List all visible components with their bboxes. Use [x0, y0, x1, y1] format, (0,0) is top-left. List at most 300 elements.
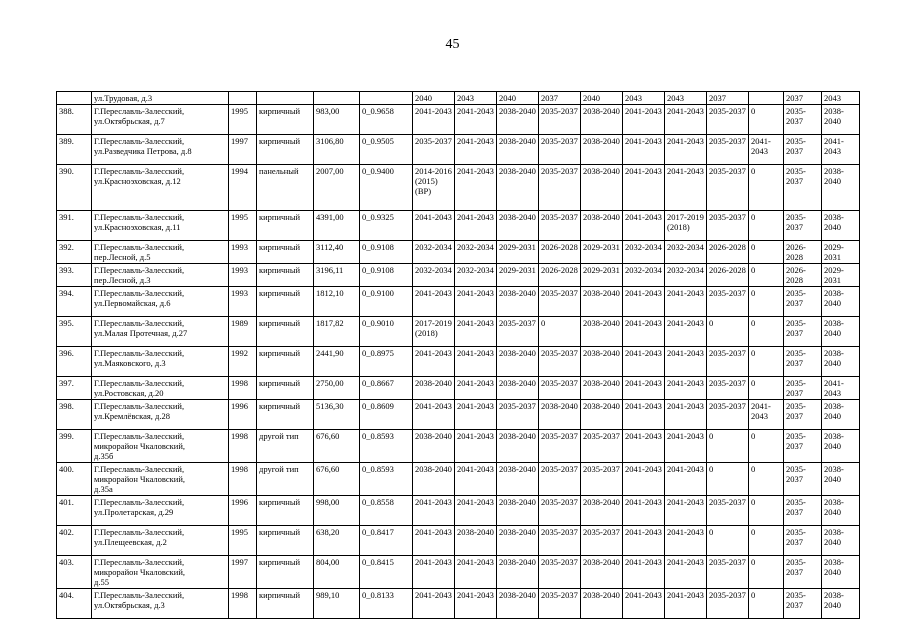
wall-material-cell: кирпичный: [257, 264, 314, 287]
wall-material-cell: [257, 92, 314, 105]
area-cell: 2007,00: [314, 165, 360, 211]
repair-period-cell-c2: 2041-2043: [455, 165, 497, 211]
address-cell: [92, 165, 229, 211]
address-line: ул.Октябрьская, д.3: [94, 600, 165, 610]
repair-period-cell-c3: 2038-2040: [497, 589, 539, 619]
repair-period-cell-c3: 2038-2040: [497, 526, 539, 556]
repair-period-cell-c7: 2041-2043: [665, 377, 707, 400]
repair-period-cell-c11: 2038-2040: [822, 400, 860, 430]
wall-material-cell: кирпичный: [257, 287, 314, 317]
row-number-cell: 401.: [57, 496, 92, 526]
repair-period-cell-c10: 2035-2037: [784, 105, 822, 135]
repair-period-cell-c3: 2035-2037: [497, 400, 539, 430]
address-cell: [92, 430, 229, 463]
repair-period-cell-c8: 0: [707, 317, 749, 347]
repair-period-cell-c4: 2035-2037: [539, 496, 581, 526]
repair-period-cell-c2: 2041-2043: [455, 377, 497, 400]
wall-material-cell: кирпичный: [257, 347, 314, 377]
repair-period-cell-c8: 2035-2037: [707, 165, 749, 211]
repair-period-cell-c6: 2041-2043: [623, 463, 665, 496]
repair-period-cell-c10: 2035-2037: [784, 347, 822, 377]
repair-period-cell-c11: 2038-2040: [822, 526, 860, 556]
address-line: Г.Переславль-Залесский,: [94, 136, 185, 146]
area-cell: 2441,90: [314, 347, 360, 377]
repair-period-cell-c6: 2041-2043: [623, 165, 665, 211]
coefficient-cell: 0_0.9658: [360, 105, 413, 135]
row-number-cell: 395.: [57, 317, 92, 347]
repair-period-cell-c11: 2038-2040: [822, 211, 860, 241]
repair-period-cell-c3: 2038-2040: [497, 165, 539, 211]
repair-period-cell-c1: 2041-2043: [413, 556, 455, 589]
year-cell: 1998: [229, 377, 257, 400]
address-line: ул.Маяковского, д.3: [94, 358, 166, 368]
address-line: ул.Плещеевская, д.2: [94, 537, 167, 547]
address-line: пер.Лесной, д.3: [94, 275, 151, 285]
repair-period-cell-c7: 2041-2043: [665, 496, 707, 526]
table-row: [57, 526, 860, 556]
repair-period-cell-c9: 0: [749, 347, 784, 377]
repair-period-cell-c9: 0: [749, 105, 784, 135]
address-cell: [92, 264, 229, 287]
repair-period-cell-c10: 2035-2037: [784, 287, 822, 317]
address-line: Г.Переславль-Залесский,: [94, 557, 185, 567]
wall-material-cell: кирпичный: [257, 105, 314, 135]
repair-period-cell-c6: 2041-2043: [623, 430, 665, 463]
repair-period-cell-c7: 2041-2043: [665, 526, 707, 556]
repair-period-cell-c6: 2041-2043: [623, 589, 665, 619]
table-row: [57, 165, 860, 211]
year-cell: 1998: [229, 589, 257, 619]
row-number-cell: 404.: [57, 589, 92, 619]
repair-period-cell-c2: 2041-2043: [455, 347, 497, 377]
repair-period-cell-c11: 2038-2040: [822, 430, 860, 463]
repair-period-cell-c9: 0: [749, 211, 784, 241]
repair-period-cell-c10: 2035-2037: [784, 430, 822, 463]
area-cell: 676,60: [314, 463, 360, 496]
area-cell: 989,10: [314, 589, 360, 619]
repair-period-cell-c1: 2041-2043: [413, 526, 455, 556]
address-line: ул.Разведчика Петрова, д.8: [94, 146, 192, 156]
repair-period-cell-c6: 2041-2043: [623, 377, 665, 400]
repair-period-cell-c7: 2043: [665, 92, 707, 105]
year-cell: 1998: [229, 430, 257, 463]
coefficient-cell: 0_0.9100: [360, 287, 413, 317]
address-line: ул.Кремлёвская, д.28: [94, 411, 170, 421]
repair-period-cell-c3: 2038-2040: [497, 556, 539, 589]
address-line: Г.Переславль-Залесский,: [94, 212, 185, 222]
wall-material-cell: кирпичный: [257, 377, 314, 400]
wall-material-cell: кирпичный: [257, 556, 314, 589]
address-line: д.55: [94, 577, 109, 587]
address-line: Г.Переславль-Залесский,: [94, 464, 185, 474]
repair-period-cell-c5: 2029-2031: [581, 264, 623, 287]
repair-period-cell-c1: 2041-2043: [413, 400, 455, 430]
repair-period-cell-c1: 2041-2043: [413, 105, 455, 135]
repair-period-cell-c2: 2041-2043: [455, 589, 497, 619]
year-cell: 1993: [229, 287, 257, 317]
repair-period-cell-c7: 2041-2043: [665, 430, 707, 463]
repair-period-cell-c8: 0: [707, 430, 749, 463]
repair-period-cell-c1: 2040: [413, 92, 455, 105]
repair-period-cell-c10: 2035-2037: [784, 556, 822, 589]
area-cell: 4391,00: [314, 211, 360, 241]
repair-period-cell-c8: 2026-2028: [707, 241, 749, 264]
wall-material-cell: кирпичный: [257, 135, 314, 165]
repair-period-cell-c7: 2041-2043: [665, 135, 707, 165]
wall-material-cell: панельный: [257, 165, 314, 211]
repair-period-cell-c1: 2041-2043: [413, 347, 455, 377]
table-row: [57, 264, 860, 287]
repair-period-cell-c9: 2041-2043: [749, 135, 784, 165]
repair-period-cell-c5: 2038-2040: [581, 211, 623, 241]
table-row: [57, 92, 860, 105]
coefficient-cell: 0_0.8593: [360, 463, 413, 496]
repair-period-cell-c4: 2035-2037: [539, 287, 581, 317]
year-cell: 1995: [229, 526, 257, 556]
repair-period-cell-c3: 2038-2040: [497, 430, 539, 463]
address-cell: [92, 287, 229, 317]
repair-period-cell-c2: 2041-2043: [455, 105, 497, 135]
repair-period-cell-c7: 2041-2043: [665, 287, 707, 317]
coefficient-cell: 0_0.9400: [360, 165, 413, 211]
repair-period-cell-c9: 0: [749, 165, 784, 211]
repair-period-cell-c9: 0: [749, 264, 784, 287]
repair-period-cell-c10: 2035-2037: [784, 211, 822, 241]
repair-period-cell-c6: 2041-2043: [623, 317, 665, 347]
address-line: д.35б: [94, 451, 114, 461]
table-body: [57, 92, 860, 619]
repair-period-cell-c3: 2038-2040: [497, 496, 539, 526]
repair-period-cell-c9: 0: [749, 241, 784, 264]
wall-material-cell: кирпичный: [257, 400, 314, 430]
repair-period-cell-c1: 2017-2019 (2018): [413, 317, 455, 347]
repair-period-cell-c9: 0: [749, 556, 784, 589]
repair-period-cell-c7: 2017-2019 (2018): [665, 211, 707, 241]
housing-repair-table: [56, 91, 860, 619]
address-cell: [92, 211, 229, 241]
area-cell: [314, 92, 360, 105]
year-cell: 1997: [229, 135, 257, 165]
repair-period-cell-c1: 2038-2040: [413, 463, 455, 496]
row-number-cell: 398.: [57, 400, 92, 430]
repair-period-cell-c1: 2041-2043: [413, 589, 455, 619]
table-row: [57, 135, 860, 165]
table-row: [57, 241, 860, 264]
repair-period-cell-c8: 2035-2037: [707, 400, 749, 430]
repair-period-cell-c1: 2014-2016 (2015) (ВР): [413, 165, 455, 211]
repair-period-cell-c11: 2038-2040: [822, 556, 860, 589]
row-number-cell: 400.: [57, 463, 92, 496]
repair-period-cell-c5: 2038-2040: [581, 135, 623, 165]
address-line: ул.Ростовская, д.20: [94, 388, 164, 398]
repair-period-cell-c10: 2035-2037: [784, 317, 822, 347]
address-line: Г.Переславль-Залесский,: [94, 590, 185, 600]
wall-material-cell: кирпичный: [257, 589, 314, 619]
row-number-cell: 392.: [57, 241, 92, 264]
repair-period-cell-c7: 2032-2034: [665, 241, 707, 264]
area-cell: 1817,82: [314, 317, 360, 347]
repair-period-cell-c4: 2035-2037: [539, 463, 581, 496]
repair-period-cell-c2: 2041-2043: [455, 400, 497, 430]
address-cell: [92, 400, 229, 430]
repair-period-cell-c4: 2035-2037: [539, 377, 581, 400]
repair-period-cell-c5: 2038-2040: [581, 589, 623, 619]
repair-period-cell-c10: 2035-2037: [784, 400, 822, 430]
area-cell: 804,00: [314, 556, 360, 589]
row-number-cell: 388.: [57, 105, 92, 135]
repair-period-cell-c5: 2035-2037: [581, 430, 623, 463]
coefficient-cell: 0_0.9108: [360, 264, 413, 287]
repair-period-cell-c9: 0: [749, 377, 784, 400]
table-row: [57, 430, 860, 463]
repair-period-cell-c5: 2038-2040: [581, 317, 623, 347]
repair-period-cell-c6: 2041-2043: [623, 211, 665, 241]
year-cell: 1995: [229, 105, 257, 135]
table-row: [57, 377, 860, 400]
wall-material-cell: кирпичный: [257, 317, 314, 347]
repair-period-cell-c2: 2041-2043: [455, 317, 497, 347]
year-cell: 1996: [229, 496, 257, 526]
address-cell: [92, 347, 229, 377]
area-cell: 3196,11: [314, 264, 360, 287]
coefficient-cell: 0_0.8417: [360, 526, 413, 556]
repair-period-cell-c8: 2026-2028: [707, 264, 749, 287]
address-line: Г.Переславль-Залесский,: [94, 401, 185, 411]
row-number-cell: 402.: [57, 526, 92, 556]
repair-period-cell-c1: 2035-2037: [413, 135, 455, 165]
address-line: пер.Лесной, д.5: [94, 252, 151, 262]
address-line: Г.Переславль-Залесский,: [94, 288, 185, 298]
repair-period-cell-c3: 2035-2037: [497, 317, 539, 347]
coefficient-cell: 0_0.8593: [360, 430, 413, 463]
repair-period-cell-c6: 2041-2043: [623, 496, 665, 526]
area-cell: 3106,80: [314, 135, 360, 165]
repair-period-cell-c5: 2038-2040: [581, 347, 623, 377]
repair-period-cell-c5: 2035-2037: [581, 463, 623, 496]
address-line: микрорайон Чкаловский,: [94, 567, 186, 577]
repair-period-cell-c8: 2035-2037: [707, 105, 749, 135]
repair-period-cell-c4: 2035-2037: [539, 105, 581, 135]
row-number-cell: [57, 92, 92, 105]
repair-period-cell-c11: 2041-2043: [822, 377, 860, 400]
area-cell: 3112,40: [314, 241, 360, 264]
coefficient-cell: [360, 92, 413, 105]
address-line: ул.Первомайская, д.6: [94, 298, 171, 308]
repair-period-cell-c6: 2032-2034: [623, 264, 665, 287]
address-line: Г.Переславль-Залесский,: [94, 166, 185, 176]
year-cell: 1992: [229, 347, 257, 377]
address-cell: [92, 92, 229, 105]
table-row: [57, 400, 860, 430]
repair-period-cell-c11: 2041-2043: [822, 135, 860, 165]
repair-period-cell-c9: 0: [749, 589, 784, 619]
repair-period-cell-c6: 2041-2043: [623, 105, 665, 135]
address-line: ул.Пролетарская, д.29: [94, 507, 174, 517]
repair-period-cell-c2: 2032-2034: [455, 241, 497, 264]
repair-period-cell-c8: 2037: [707, 92, 749, 105]
wall-material-cell: кирпичный: [257, 496, 314, 526]
repair-period-cell-c2: 2032-2034: [455, 264, 497, 287]
repair-period-cell-c1: 2032-2034: [413, 241, 455, 264]
repair-period-cell-c11: 2038-2040: [822, 287, 860, 317]
repair-period-cell-c9: 0: [749, 317, 784, 347]
repair-period-cell-c3: 2029-2031: [497, 241, 539, 264]
coefficient-cell: 0_0.9010: [360, 317, 413, 347]
repair-period-cell-c10: 2035-2037: [784, 135, 822, 165]
address-line: ул.Красноэховская, д.11: [94, 222, 181, 232]
repair-period-cell-c11: 2038-2040: [822, 496, 860, 526]
repair-period-cell-c4: 2035-2037: [539, 211, 581, 241]
repair-period-cell-c2: 2041-2043: [455, 556, 497, 589]
wall-material-cell: другой тип: [257, 463, 314, 496]
year-cell: 1994: [229, 165, 257, 211]
year-cell: 1989: [229, 317, 257, 347]
row-number-cell: 394.: [57, 287, 92, 317]
repair-period-cell-c7: 2041-2043: [665, 165, 707, 211]
repair-period-cell-c11: 2038-2040: [822, 347, 860, 377]
year-cell: 1995: [229, 211, 257, 241]
address-cell: [92, 463, 229, 496]
repair-period-cell-c7: 2041-2043: [665, 347, 707, 377]
coefficient-cell: 0_0.8975: [360, 347, 413, 377]
address-line: Г.Переславль-Залесский,: [94, 242, 185, 252]
address-line: ул.Малая Протечная, д.27: [94, 328, 188, 338]
table-row: [57, 211, 860, 241]
wall-material-cell: кирпичный: [257, 241, 314, 264]
repair-period-cell-c6: 2041-2043: [623, 347, 665, 377]
table-row: [57, 589, 860, 619]
table-row: [57, 463, 860, 496]
year-cell: 1998: [229, 463, 257, 496]
year-cell: 1997: [229, 556, 257, 589]
repair-period-cell-c8: 2035-2037: [707, 589, 749, 619]
repair-period-cell-c11: 2043: [822, 92, 860, 105]
repair-period-cell-c5: 2038-2040: [581, 165, 623, 211]
repair-period-cell-c3: 2038-2040: [497, 105, 539, 135]
address-line: Г.Переславль-Залесский,: [94, 106, 185, 116]
address-cell: [92, 317, 229, 347]
repair-period-cell-c9: 2041-2043: [749, 400, 784, 430]
repair-period-cell-c3: 2038-2040: [497, 287, 539, 317]
table-row: [57, 347, 860, 377]
coefficient-cell: 0_0.9505: [360, 135, 413, 165]
address-line: Г.Переславль-Залесский,: [94, 431, 185, 441]
wall-material-cell: кирпичный: [257, 526, 314, 556]
table-row: [57, 317, 860, 347]
page-number: 45: [445, 37, 460, 52]
coefficient-cell: 0_0.9108: [360, 241, 413, 264]
area-cell: 638,20: [314, 526, 360, 556]
row-number-cell: 393.: [57, 264, 92, 287]
repair-period-cell-c8: 0: [707, 526, 749, 556]
coefficient-cell: 0_0.8558: [360, 496, 413, 526]
repair-period-cell-c5: 2038-2040: [581, 496, 623, 526]
repair-period-cell-c4: 2038-2040: [539, 400, 581, 430]
repair-period-cell-c3: 2038-2040: [497, 211, 539, 241]
repair-period-cell-c2: 2043: [455, 92, 497, 105]
repair-period-cell-c1: 2038-2040: [413, 430, 455, 463]
repair-period-cell-c9: 0: [749, 526, 784, 556]
address-cell: [92, 377, 229, 400]
repair-period-cell-c4: 2035-2037: [539, 556, 581, 589]
repair-period-cell-c6: 2041-2043: [623, 526, 665, 556]
repair-period-cell-c11: 2038-2040: [822, 589, 860, 619]
repair-period-cell-c4: 2035-2037: [539, 135, 581, 165]
address-line: микрорайон Чкаловский,: [94, 474, 186, 484]
repair-period-cell-c6: 2032-2034: [623, 241, 665, 264]
coefficient-cell: 0_0.8667: [360, 377, 413, 400]
repair-period-cell-c1: 2032-2034: [413, 264, 455, 287]
repair-period-cell-c6: 2041-2043: [623, 556, 665, 589]
table-row: [57, 556, 860, 589]
repair-period-cell-c2: 2038-2040: [455, 526, 497, 556]
area-cell: 1812,10: [314, 287, 360, 317]
address-cell: [92, 526, 229, 556]
repair-period-cell-c5: 2038-2040: [581, 287, 623, 317]
address-cell: [92, 105, 229, 135]
repair-period-cell-c4: 2035-2037: [539, 347, 581, 377]
repair-period-cell-c2: 2041-2043: [455, 496, 497, 526]
repair-period-cell-c10: 2035-2037: [784, 463, 822, 496]
area-cell: 676,60: [314, 430, 360, 463]
repair-period-cell-c4: 2026-2028: [539, 264, 581, 287]
repair-period-cell-c6: 2043: [623, 92, 665, 105]
address-line: Г.Переславль-Залесский,: [94, 378, 185, 388]
repair-period-cell-c7: 2041-2043: [665, 463, 707, 496]
repair-period-cell-c8: 2035-2037: [707, 556, 749, 589]
repair-period-cell-c11: 2038-2040: [822, 105, 860, 135]
coefficient-cell: 0_0.9325: [360, 211, 413, 241]
repair-period-cell-c6: 2041-2043: [623, 287, 665, 317]
repair-period-cell-c4: 2035-2037: [539, 526, 581, 556]
address-line: ул.Красноэховская, д.12: [94, 176, 181, 186]
row-number-cell: 389.: [57, 135, 92, 165]
area-cell: 998,00: [314, 496, 360, 526]
address-cell: [92, 556, 229, 589]
row-number-cell: 397.: [57, 377, 92, 400]
repair-period-cell-c2: 2041-2043: [455, 135, 497, 165]
repair-period-cell-c9: 0: [749, 496, 784, 526]
repair-period-cell-c2: 2041-2043: [455, 463, 497, 496]
address-cell: [92, 135, 229, 165]
row-number-cell: 391.: [57, 211, 92, 241]
repair-period-cell-c10: 2035-2037: [784, 526, 822, 556]
row-number-cell: 390.: [57, 165, 92, 211]
repair-period-cell-c6: 2041-2043: [623, 135, 665, 165]
repair-period-cell-c3: 2038-2040: [497, 347, 539, 377]
address-line: Г.Переславль-Залесский,: [94, 318, 185, 328]
wall-material-cell: другой тип: [257, 430, 314, 463]
repair-period-cell-c2: 2041-2043: [455, 430, 497, 463]
repair-period-cell-c4: 2035-2037: [539, 165, 581, 211]
repair-period-cell-c5: 2040: [581, 92, 623, 105]
repair-period-cell-c10: 2026-2028: [784, 241, 822, 264]
row-number-cell: 396.: [57, 347, 92, 377]
year-cell: [229, 92, 257, 105]
repair-period-cell-c4: 0: [539, 317, 581, 347]
wall-material-cell: кирпичный: [257, 211, 314, 241]
repair-period-cell-c5: 2035-2037: [581, 526, 623, 556]
repair-period-cell-c7: 2041-2043: [665, 317, 707, 347]
repair-period-cell-c9: 0: [749, 430, 784, 463]
repair-period-cell-c11: 2038-2040: [822, 165, 860, 211]
year-cell: 1996: [229, 400, 257, 430]
address-line: Г.Переславль-Залесский,: [94, 527, 185, 537]
repair-period-cell-c1: 2041-2043: [413, 496, 455, 526]
repair-period-cell-c8: 2035-2037: [707, 496, 749, 526]
table-row: [57, 287, 860, 317]
repair-period-cell-c7: 2041-2043: [665, 105, 707, 135]
